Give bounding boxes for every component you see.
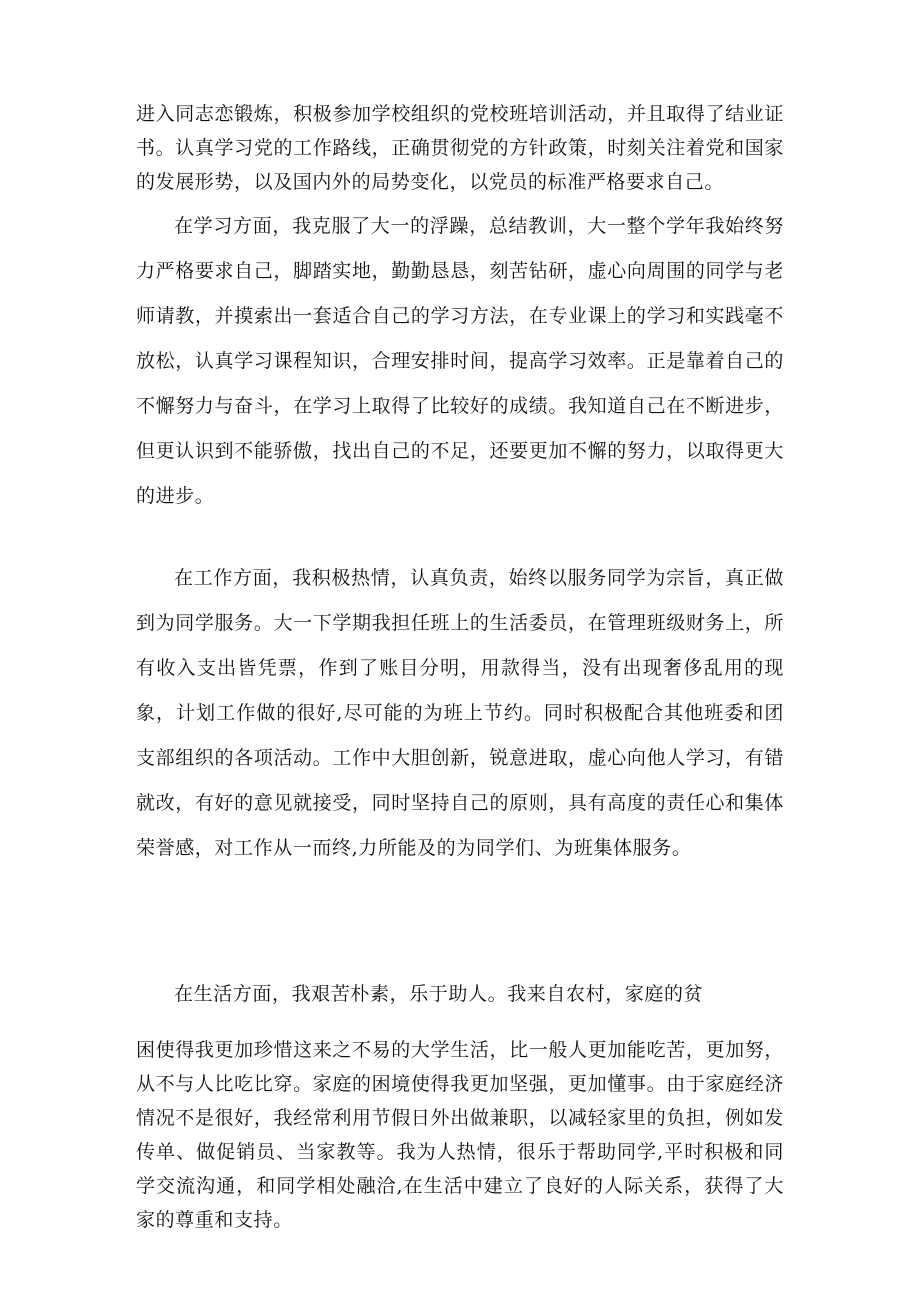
paragraph-work: 在工作方面，我积极热情，认真负责，始终以服务同学为宗旨，真正做到为同学服务。大一下学期我担任班上的生活委员，在管理班级财务上，所有收入支出皆凭票，作到了账目分明，用款得当，没有出现奢侈乱用的现象，计划工作做的很好,尽可能的为班上节约。同时积极配合其他班委和团支部组织的各项活动。工作中大胆创新，锐意进取，虚心向他人学习，有错就改，有好的意见就接受，同时坚持自己的原则，具有高度的责任心和集体荣誉感，对工作从一而终,力所能及的为同学们、为班集体服务。 bbox=[136, 567, 784, 859]
paragraph-study: 在学习方面，我克服了大一的浮躁，总结教训，大一整个学年我始终努力严格要求自己，脚踏实地，勤勤恳恳，刻苦钻研，虚心向周围的同学与老师请教，并摸索出一套适合自己的学习方法，在专业课上的学习和实践毫不放松，认真学习课程知识，合理安排时间，提高学习效率。正是靠着自己的不懈努力与奋斗，在学习上取得了比较好的成绩。我知道自己在不断进步，但更认识到不能骄傲，找出自己的不足，还要更加不懈的努力，以取得更大的进步。 bbox=[136, 215, 784, 507]
paragraph-party-study: 进入同志恋锻炼，积极参加学校组织的党校班培训活动，并且取得了结业证书。认真学习党的工作路线，正确贯彻党的方针政策，时刻关注着党和国家的发展形势，以及国内外的局势变化，以党员的标准严格要求自己。 bbox=[136, 103, 784, 193]
paragraph-life-body: 困使得我更加珍惜这来之不易的大学生活，比一般人更加能吃苦，更加努，从不与人比吃比穿。家庭的困境使得我更加坚强，更加懂事。由于家庭经济情况不是很好，我经常利用节假日外出做兼职，以减轻家里的负担，例如发传单、做促销员、当家教等。我为人热情，很乐于帮助同学,平时积极和同学交流沟通，和同学相处融洽,在生活中建立了良好的人际关系，获得了大家的尊重和支持。 bbox=[136, 1039, 784, 1231]
paragraph-life-intro: 在生活方面，我艰苦朴素，乐于助人。我来自农村，家庭的贫 bbox=[174, 983, 704, 1005]
